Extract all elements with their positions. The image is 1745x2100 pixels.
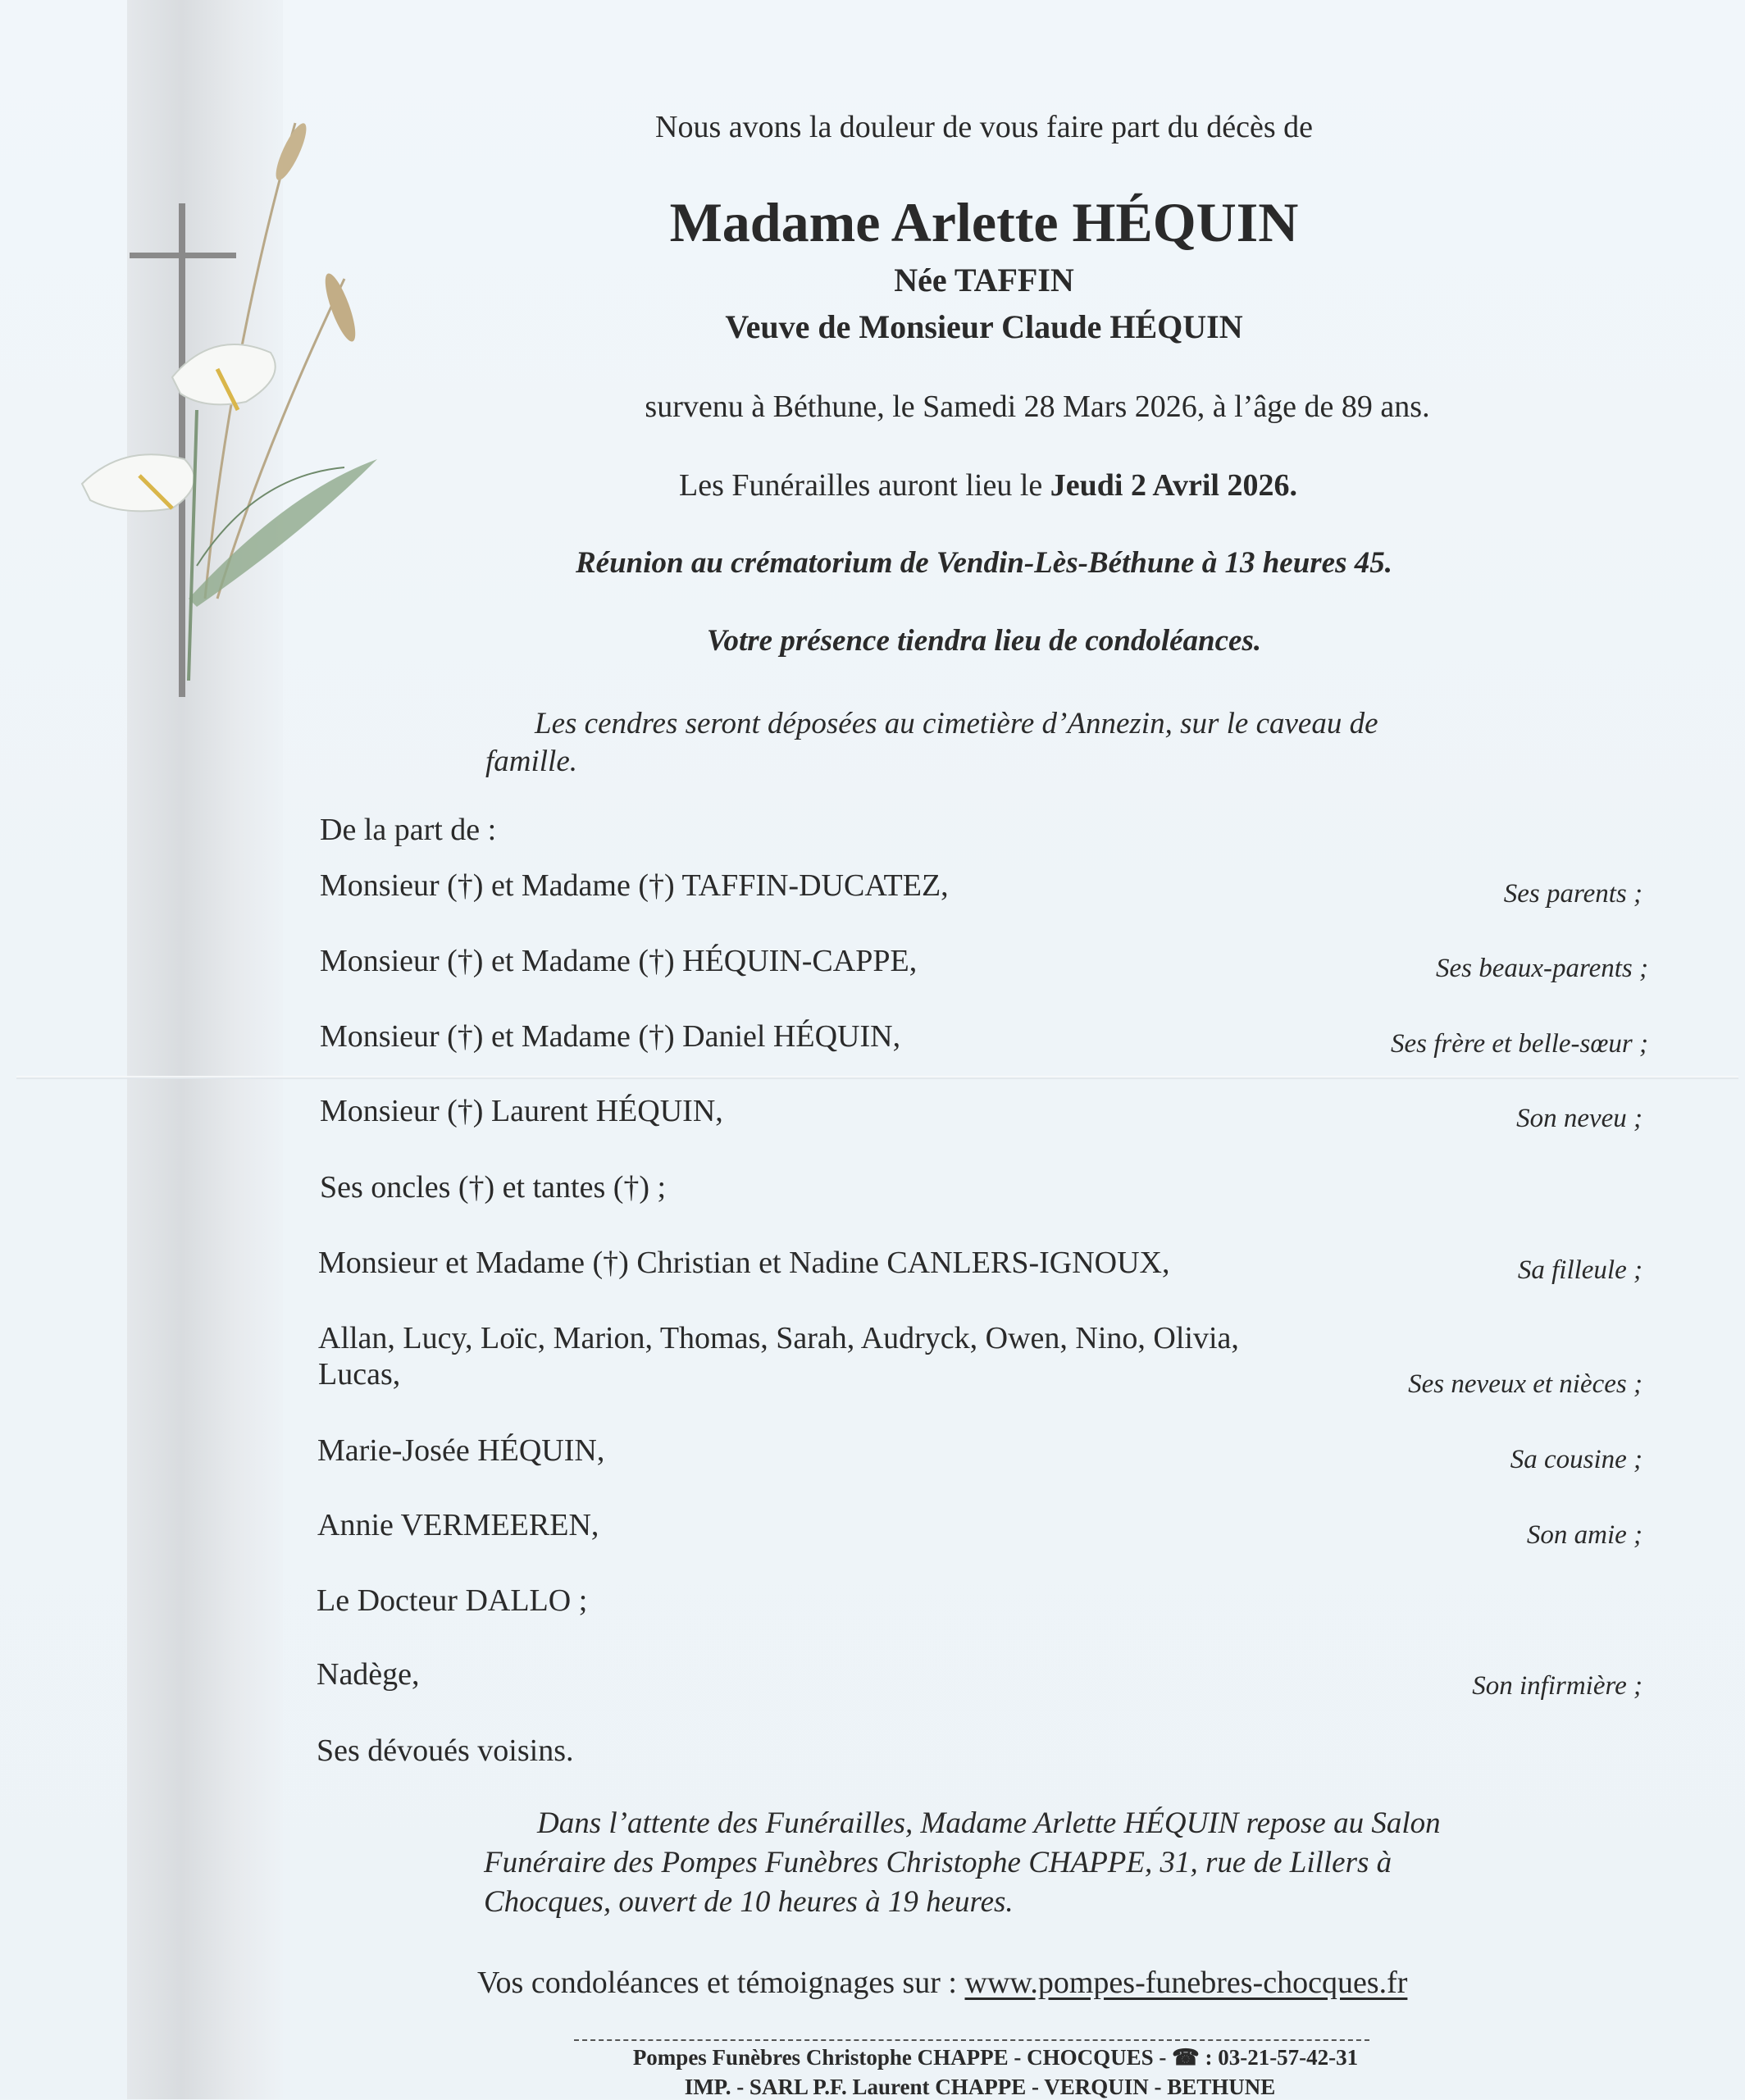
condolences-line bbox=[477, 1965, 1407, 2001]
family-relation: Sa filleule ; bbox=[1517, 1255, 1642, 1285]
footer-divider bbox=[574, 2039, 1369, 2041]
intro-line: Nous avons la douleur de vous faire part du décès de bbox=[655, 110, 1313, 144]
footer-company-line: Pompes Funèbres Christophe CHAPPE - CHOCQUES - ☎ : 03-21-57-42-31 bbox=[632, 2045, 1359, 2070]
family-name: Annie VERMEEREN, bbox=[317, 1508, 599, 1542]
widow-line: Veuve de Monsieur Claude HÉQUIN bbox=[725, 308, 1243, 345]
death-line: survenu à Béthune, le Samedi 28 Mars 2026, à l’âge de 89 ans. bbox=[645, 389, 1430, 424]
condolences-prefix: Vos condoléances et témoignages sur : bbox=[477, 1966, 965, 2000]
maiden-name: Née TAFFIN bbox=[894, 262, 1074, 298]
family-relation: Ses beaux-parents ; bbox=[1435, 954, 1648, 983]
family-name: Nadège, bbox=[317, 1657, 420, 1692]
family-relation: Ses frère et belle-sœur ; bbox=[1390, 1029, 1648, 1059]
funerals-prefix: Les Funérailles auront lieu le bbox=[679, 468, 1050, 503]
family-relation: Ses neveux et nièces ; bbox=[1408, 1369, 1642, 1399]
family-name: Monsieur et Madame (†) Christian et Nadine CANLERS-IGNOUX, bbox=[318, 1246, 1170, 1280]
family-name: Allan, Lucy, Loïc, Marion, Thomas, Sarah, Audryck, Owen, Nino, Olivia, Lucas, bbox=[318, 1321, 1239, 1392]
family-name: Monsieur (†) Laurent HÉQUIN, bbox=[320, 1094, 723, 1128]
deceased-name: Madame Arlette HÉQUIN bbox=[669, 191, 1299, 253]
family-name: Le Docteur DALLO ; bbox=[317, 1583, 588, 1618]
family-name: Monsieur (†) et Madame (†) HÉQUIN-CAPPE, bbox=[320, 944, 918, 978]
funerals-date: Jeudi 2 Avril 2026. bbox=[1050, 468, 1297, 503]
presence-line: Votre présence tiendra lieu de condoléances. bbox=[706, 624, 1262, 658]
meeting-line: Réunion au crématorium de Vendin-Lès-Béthune à 13 heures 45. bbox=[575, 546, 1393, 580]
footer-printer-line: IMP. - SARL P.F. Laurent CHAPPE - VERQUIN - BETHUNE bbox=[684, 2075, 1276, 2099]
ashes-paragraph: Les cendres seront déposées au cimetière d’Annezin, sur le caveau de famille. bbox=[485, 707, 1378, 778]
family-name: Monsieur (†) et Madame (†) TAFFIN-DUCATEZ, bbox=[320, 868, 949, 903]
website-link[interactable]: www.pompes-funebres-chocques.fr bbox=[964, 1966, 1408, 2000]
family-relation: Ses parents ; bbox=[1503, 879, 1642, 909]
family-relation: Son amie ; bbox=[1526, 1520, 1642, 1550]
funerals-line bbox=[0, 467, 1745, 503]
family-relation: Son neveu ; bbox=[1516, 1104, 1642, 1133]
from-label: De la part de : bbox=[320, 813, 497, 847]
closing-paragraph: Dans l’attente des Funérailles, Madame Arlette HÉQUIN repose au Salon Funéraire des Pompes Funèbres Christophe CHAPPE, 31, rue de Lillers à Chocques, ouvert de 10 heures à 19 heures. bbox=[484, 1806, 1441, 1919]
paper-fold-line bbox=[16, 1076, 1738, 1079]
family-relation: Sa cousine ; bbox=[1510, 1445, 1642, 1474]
family-name: Monsieur (†) et Madame (†) Daniel HÉQUIN, bbox=[320, 1019, 901, 1054]
family-name: Ses dévoués voisins. bbox=[317, 1733, 574, 1768]
family-name: Ses oncles (†) et tantes (†) ; bbox=[320, 1170, 667, 1205]
family-name: Marie-Josée HÉQUIN, bbox=[317, 1433, 605, 1468]
family-relation: Son infirmière ; bbox=[1472, 1671, 1642, 1701]
